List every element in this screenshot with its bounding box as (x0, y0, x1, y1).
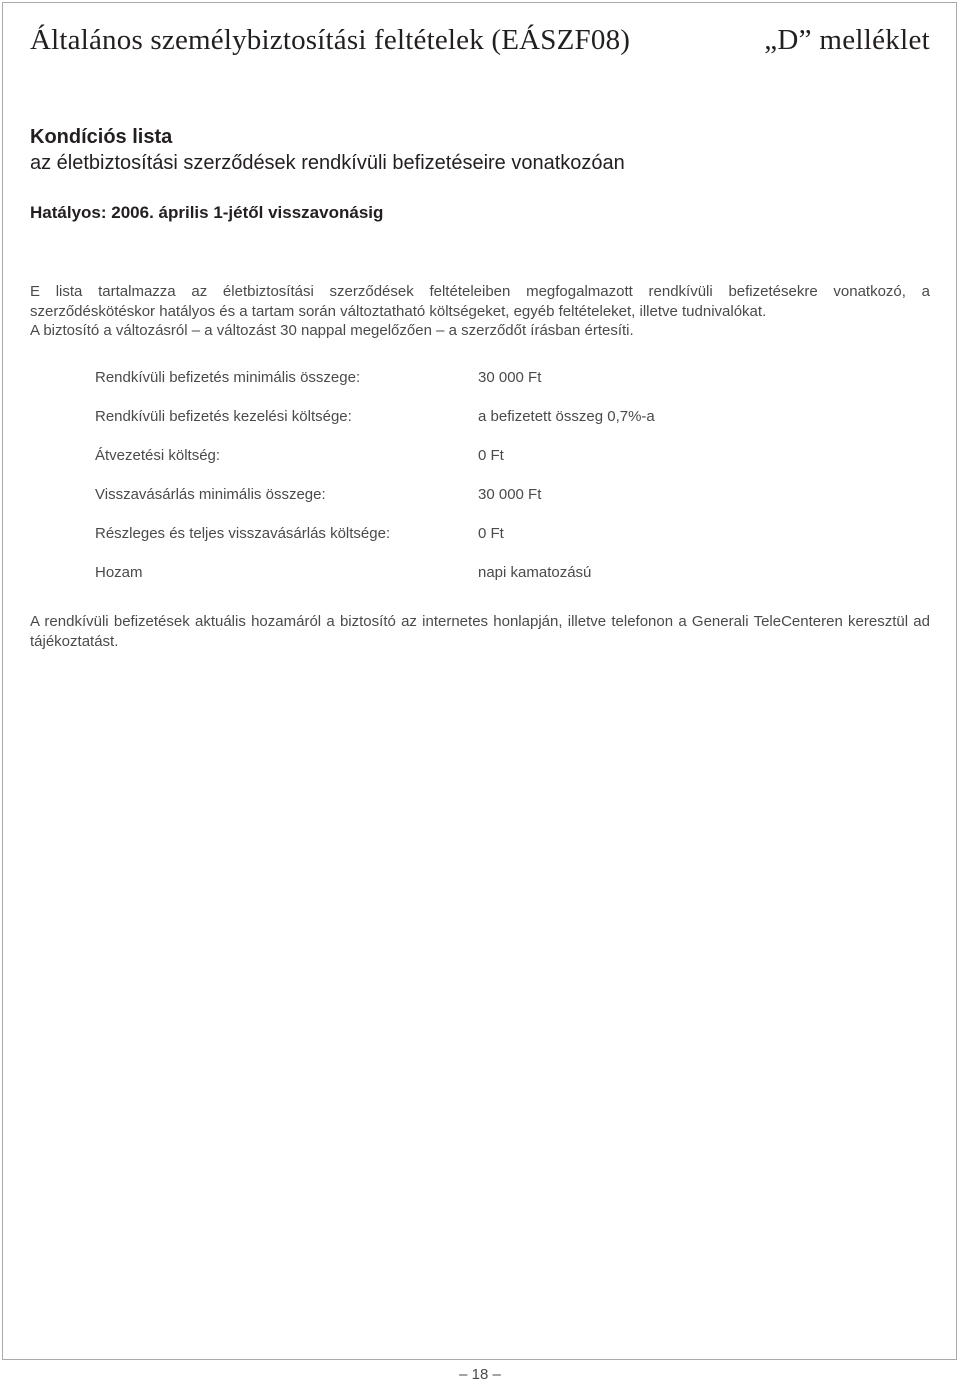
condition-label: Rendkívüli befizetés kezelési költsége: (95, 408, 352, 425)
condition-value: 0 Ft (478, 447, 504, 464)
page-number: – 18 – (459, 1366, 501, 1383)
intro-paragraph-1: E lista tartalmazza az életbiztosítási szerződések feltételeiben megfogalmazott rendkívüli befizetésekre vonatkozó, a szerződéskötéskor hatályos és a tartam során változtatható költségeket, egyéb feltételeket, illetve tudnivalókat. (30, 283, 930, 320)
section-title-sub: az életbiztosítási szerződések rendkívüli befizetéseire vonatkozóan (30, 152, 625, 174)
condition-label: Részleges és teljes visszavásárlás költsége: (95, 525, 391, 542)
condition-value: 30 000 Ft (478, 486, 542, 503)
intro-paragraph-2: A biztosító a változásról – a változást 30 nappal megelőzően – a szerződőt írásban értesíti. (30, 322, 634, 339)
condition-row (95, 436, 815, 475)
page-header (30, 24, 930, 72)
condition-row (95, 514, 815, 553)
condition-value: a befizetett összeg 0,7%-a (478, 408, 655, 425)
condition-row (95, 475, 815, 514)
condition-row (95, 397, 815, 436)
condition-value: napi kamatozású (478, 564, 592, 581)
closing-paragraph: A rendkívüli befizetések aktuális hozamáról a biztosító az internetes honlapján, illetve telefonon a Generali TeleCenteren keresztül ad tájékoztatást. (30, 613, 930, 650)
condition-label: Átvezetési költség: (95, 447, 221, 464)
condition-row (95, 358, 815, 397)
intro-text (30, 282, 930, 341)
document-title: Általános személybiztosítási feltételek (EÁSZF08) (30, 24, 631, 56)
section-title-main: Kondíciós lista (30, 126, 173, 148)
condition-value: 0 Ft (478, 525, 504, 542)
condition-value: 30 000 Ft (478, 369, 542, 386)
annex-label: „D” melléklet (764, 24, 930, 56)
condition-label: Hozam (95, 564, 143, 581)
condition-row (95, 553, 815, 592)
validity-line: Hatályos: 2006. április 1-jétől visszavonásig (30, 203, 384, 222)
condition-label: Visszavásárlás minimális összege: (95, 486, 326, 503)
conditions-list (95, 358, 815, 592)
section-title (30, 124, 930, 176)
condition-label: Rendkívüli befizetés minimális összege: (95, 369, 361, 386)
